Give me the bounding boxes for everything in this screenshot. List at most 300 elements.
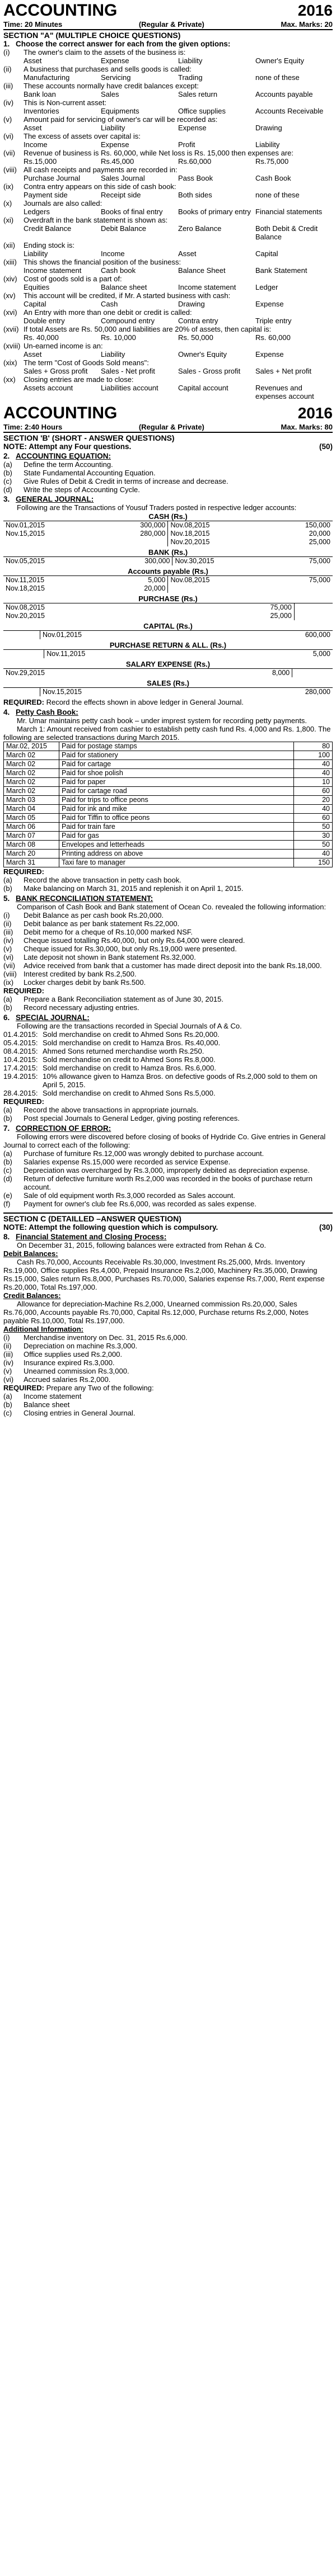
journal-transaction: [3, 1064, 333, 1072]
paper-subheader-subjective: [3, 423, 333, 433]
item-number: (iii): [3, 928, 13, 936]
question-3-heading: 3. GENERAL JOURNAL:: [3, 495, 94, 503]
item-text: Payment for owner's club fee Rs.6,000, was recorded as sales expense.: [24, 1200, 256, 1208]
list-item: [3, 1333, 333, 1342]
item-text: Define the term Accounting.: [24, 460, 113, 469]
item-text: Write the steps of Accounting Cycle.: [24, 485, 140, 494]
mcq-option: Liability: [255, 140, 280, 149]
mcq-option: none of these: [255, 73, 300, 82]
petty-cash-cell: March 02: [4, 778, 59, 787]
ledger-table: [3, 687, 333, 696]
petty-cash-row: [4, 850, 333, 858]
mcq-question: [3, 325, 333, 333]
question-7-heading: 7. CORRECTION OF ERROR:: [3, 1124, 111, 1133]
petty-cash-cell: Paid for train fare: [59, 823, 294, 832]
mcq-option: Accounts payable: [255, 90, 313, 98]
item-text: Debit balance as per bank statement Rs.22,000.: [24, 919, 180, 928]
mcq-option: Office supplies: [178, 107, 226, 115]
time-label: Time: 20 Minutes: [3, 20, 63, 29]
ledger-cell: 20,000: [309, 530, 330, 537]
petty-cash-cell: March 20: [4, 850, 59, 858]
petty-cash-cell: March 04: [4, 805, 59, 814]
ledger-cell: [314, 603, 333, 612]
question-4-required: REQUIRED:: [3, 867, 44, 876]
ledger-cell: [168, 584, 272, 593]
petty-cash-row: [4, 751, 333, 760]
section-c-title: SECTION C (DETAILLED –ANSWER QUESTION): [3, 1212, 333, 1223]
petty-cash-row: [4, 769, 333, 778]
ledger-title: Accounts payable (Rs.): [128, 567, 208, 575]
petty-cash-cell: 30: [294, 832, 333, 841]
item-number: (a): [3, 995, 12, 1003]
mcq-options: [3, 56, 333, 65]
mcq-option: Expense: [178, 124, 207, 132]
mcq-item: [3, 182, 333, 199]
mcq-item: [3, 275, 333, 291]
mcq-option: Balance Sheet: [178, 266, 226, 275]
mcq-number: (xx): [3, 375, 16, 384]
mcq-item: [3, 325, 333, 342]
item-number: (v): [3, 1367, 12, 1375]
mcq-question: [3, 216, 333, 224]
mcq-text: All cash receipts and payments are recorded in:: [24, 166, 178, 174]
mcq-option: Payment side: [24, 191, 68, 199]
list-item: [3, 995, 333, 1003]
mcq-option: Assets account: [24, 384, 73, 392]
item-number: (b): [3, 469, 12, 477]
list-item: [3, 1200, 333, 1208]
ledger-cell: [3, 631, 21, 640]
petty-cash-cell: March 08: [4, 841, 59, 850]
transaction-date: 10.4.2015:: [3, 1055, 38, 1064]
ledger-cell: Nov.30,2015: [172, 557, 273, 566]
mcq-option: Income: [101, 249, 125, 258]
credit-balances-heading: Credit Balances:: [3, 1291, 61, 1300]
ledger-account: [3, 641, 333, 658]
list-item: [3, 884, 333, 893]
mcq-option: Triple entry: [255, 317, 292, 325]
item-text: Depreciation on machine Rs.3,000.: [24, 1342, 138, 1350]
question-4-required-items: [3, 876, 333, 893]
question-6-required-items: [3, 1106, 333, 1122]
item-number: (b): [3, 1003, 12, 1012]
petty-cash-cell: March 06: [4, 823, 59, 832]
item-text: Cheque issued totalling Rs.40,000, but only Rs.64,000 were cleared.: [24, 936, 245, 945]
mcq-text: This account will be credited, if Mr. A started business with cash:: [24, 291, 231, 300]
mcq-number: (iv): [3, 98, 14, 107]
mcq-option: Ledgers: [24, 207, 50, 216]
item-text: Record necessary adjusting entries.: [24, 1003, 139, 1012]
mcq-question: [3, 98, 333, 107]
ledger-table: [3, 630, 333, 639]
item-text: Cheque issued for Rs.30,000, but only Rs.19,000 were presented.: [24, 945, 237, 953]
mcq-options: [3, 249, 333, 258]
list-item: [3, 1106, 333, 1114]
item-text: Prepare a Bank Reconciliation statement as of June 30, 2015.: [24, 995, 223, 1003]
ledger-cell: [3, 688, 21, 697]
question-5-items: [3, 911, 333, 987]
item-text: Record the above transactions in appropriate journals.: [24, 1106, 199, 1114]
mcq-text: A business that purchases and sells goods is called:: [24, 65, 192, 73]
mcq-text: The owner's claim to the assets of the business is:: [24, 48, 186, 56]
mcq-option: Sales + Gross profit: [24, 367, 88, 375]
mcq-item: [3, 342, 333, 358]
mcq-options: [3, 157, 333, 166]
item-text: Debit memo for a cheque of Rs.10,000 marked NSF.: [24, 928, 193, 936]
question-6-heading: 6. SPECIAL JOURNAL:: [3, 1013, 90, 1022]
mcq-options: [3, 140, 333, 149]
transaction-date: 17.4.2015:: [3, 1064, 38, 1072]
petty-cash-cell: 40: [294, 769, 333, 778]
ledger-cell: 25,000: [185, 612, 295, 620]
item-text: Closing entries in General Journal.: [24, 1409, 136, 1417]
mcq-option: Rs. 50,000: [178, 333, 213, 342]
mcq-text: Contra entry appears on this side of cash book:: [24, 182, 176, 191]
petty-cash-row: [4, 841, 333, 850]
section-a-title: SECTION "A" (MULTIPLE CHOICE QUESTIONS): [3, 31, 181, 40]
journal-transaction: [3, 1055, 333, 1064]
mcq-question: [3, 82, 333, 90]
ledger-table: [3, 649, 333, 658]
exam-page: [3, 1, 333, 1417]
mcq-options: [3, 107, 333, 115]
petty-cash-cell: Paid for cartage road: [59, 787, 294, 796]
mcq-question: [3, 342, 333, 350]
mcq-text: Revenue of business is Rs. 60,000, while Net loss is Rs. 15,000 then expenses are:: [24, 149, 293, 157]
mcq-option: Manufacturing: [24, 73, 70, 82]
mcq-option: Capital account: [178, 384, 228, 392]
ledger-cell: [294, 603, 314, 612]
ledger-cell: Nov.20,2015: [170, 538, 210, 546]
ledger-row: [3, 521, 333, 530]
mcq-question: [3, 166, 333, 174]
mcq-options: [3, 317, 333, 325]
mcq-item: [3, 48, 333, 65]
item-text: Record the above transaction in petty cash book.: [24, 876, 181, 884]
ledger-title: CASH (Rs.): [148, 512, 188, 521]
mcq-text: Ending stock is:: [24, 241, 75, 249]
question-3-required: REQUIRED: Record the effects shown in above ledger in General Journal.: [3, 698, 244, 706]
mcq-question: [3, 199, 333, 207]
petty-cash-cell: 10: [294, 778, 333, 787]
list-item: [3, 919, 333, 928]
exam-type: (Regular & Private): [138, 20, 204, 29]
paper-header-subjective: [3, 404, 333, 423]
item-text: Insurance expired Rs.3,000.: [24, 1358, 115, 1367]
mcq-option: Rs.15,000: [24, 157, 57, 166]
mcq-options: [3, 384, 333, 400]
mcq-option: Debit Balance: [101, 224, 146, 233]
petty-cash-cell: 60: [294, 787, 333, 796]
mcq-option: Owner's Equity: [178, 350, 227, 358]
item-text: Purchase of furniture Rs.12,000 was wrongly debited to purchase account.: [24, 1149, 264, 1158]
transaction-date: 28.4.2015:: [3, 1089, 38, 1097]
mcq-item: [3, 258, 333, 275]
ledger-cell: 280,000: [214, 688, 333, 697]
mcq-text: Cost of goods sold is a part of:: [24, 275, 122, 283]
max-marks-2: Max. Marks: 80: [281, 423, 333, 431]
item-text: Late deposit not shown in Bank statement Rs.32,000.: [24, 953, 196, 961]
ledger-account: [3, 660, 333, 677]
list-item: [3, 1400, 333, 1409]
mcq-text: This shows the financial position of the business:: [24, 258, 181, 266]
mcq-option: Inventories: [24, 107, 59, 115]
ledger-cell: [313, 669, 333, 678]
list-item: [3, 876, 333, 884]
list-item: [3, 911, 333, 919]
item-text: Debit Balance as per cash book Rs.20,000.: [24, 911, 164, 919]
ledger-row: [3, 538, 333, 546]
list-item: [3, 953, 333, 961]
petty-cash-cell: March 05: [4, 814, 59, 823]
mcq-option: Sales Journal: [101, 174, 145, 182]
mcq-option: Books of final entry: [101, 207, 163, 216]
item-number: (iii): [3, 1350, 13, 1358]
mcq-number: (xvi): [3, 308, 17, 317]
question-6-required: REQUIRED:: [3, 1097, 44, 1106]
mcq-options: [3, 191, 333, 199]
additional-info-items: [3, 1333, 333, 1384]
ledger-cell: 25,000: [309, 538, 330, 546]
item-number: (f): [3, 1200, 11, 1208]
mcq-number: (xix): [3, 358, 17, 367]
mcq-option: Rs.75,000: [255, 157, 289, 166]
mcq-option: Asset: [24, 56, 42, 65]
list-item: [3, 1367, 333, 1375]
ledger-cell: Nov.05,2015: [3, 557, 104, 566]
mcq-number: (v): [3, 115, 12, 124]
petty-cash-cell: March 31: [4, 858, 59, 867]
ledger-cell: [294, 612, 314, 620]
list-item: [3, 1166, 333, 1174]
item-number: (v): [3, 945, 12, 953]
mcq-text: The excess of assets over capital is:: [24, 132, 141, 140]
ledger-cell: Nov.18,2015: [6, 584, 45, 592]
ledger-cell: [272, 584, 333, 593]
mcq-options: [3, 124, 333, 132]
mcq-number: (xviii): [3, 342, 21, 350]
mcq-options: [3, 90, 333, 98]
transaction-text: Sold merchandise on credit to Ahmed Sons Rs.5,000.: [43, 1089, 216, 1097]
section-b-title: SECTION 'B' (SHORT - ANSWER QUESTIONS): [3, 433, 175, 442]
petty-cash-row: [4, 823, 333, 832]
item-text: Advice received from bank that a customer has made direct deposit into the bank Rs.18,000.: [24, 961, 322, 970]
mcq-number: (ii): [3, 65, 12, 73]
petty-cash-cell: Paid for stationery: [59, 751, 294, 760]
mcq-option: Both sides: [178, 191, 212, 199]
ledger-cell: Nov.08,2015: [168, 521, 266, 530]
ledger-cell: 5,000: [106, 576, 168, 585]
list-item: [3, 1114, 333, 1122]
mcq-number: (xi): [3, 216, 14, 224]
ledger-cell: [23, 650, 44, 659]
mcq-text: Amount paid for servicing of owner's car will be recorded as:: [24, 115, 218, 124]
ledger-cell: 280,000: [101, 530, 168, 538]
ledger-cell: 300,000: [101, 521, 168, 530]
list-item: [3, 469, 333, 477]
item-text: Interest credited by bank Rs.2,500.: [24, 970, 137, 978]
question-6-intro: Following are the transactions recorded in Special Journals of A & Co.: [17, 1022, 242, 1030]
transaction-text: Ahmed Sons returned merchandise worth Rs.250.: [43, 1047, 204, 1055]
ledger-table: [3, 521, 333, 546]
ledger-title: PURCHASE RETURN & ALL. (Rs.): [109, 641, 227, 649]
mcq-number: (viii): [3, 166, 17, 174]
ledger-cell: 600,000: [214, 631, 333, 640]
mcq-option: Cash Book: [255, 174, 291, 182]
list-item: [3, 485, 333, 494]
mcq-number: (vi): [3, 132, 14, 140]
item-text: Unearned commission Rs.3,000.: [24, 1367, 129, 1375]
mcq-item: [3, 82, 333, 98]
ledger-account: [3, 622, 333, 639]
list-item: [3, 1149, 333, 1158]
mcq-option: Ledger: [255, 283, 278, 291]
mcq-text: The term "Cost of Goods Sold means":: [24, 358, 149, 367]
section-b-note: NOTE: Attempt any Four questions. (50): [3, 442, 333, 451]
petty-cash-cell: March 02: [4, 787, 59, 796]
item-text: Income statement: [24, 1392, 82, 1400]
section-c-note: NOTE: Attempt the following question which is compulsory. (30): [3, 1223, 333, 1232]
mcq-question: [3, 258, 333, 266]
mcq-number: (vii): [3, 149, 15, 157]
mcq-option: Expense: [255, 300, 284, 308]
question-8-required-items: [3, 1392, 333, 1417]
ledger-row: [3, 669, 333, 678]
petty-cash-cell: Taxi fare to manager: [59, 858, 294, 867]
item-number: (a): [3, 460, 12, 469]
mcq-option: Bank Statement: [255, 266, 307, 275]
mcq-option: Rs.45,000: [101, 157, 134, 166]
item-number: (d): [3, 485, 12, 494]
mcq-question: [3, 375, 333, 384]
journal-transaction: [3, 1072, 333, 1089]
mcq-option: Contra entry: [178, 317, 218, 325]
mcq-text: Journals are also called:: [24, 199, 102, 207]
ledger-account: [3, 567, 333, 593]
item-number: (a): [3, 1106, 12, 1114]
mcq-number: (i): [3, 48, 10, 56]
mcq-item: [3, 308, 333, 325]
item-number: (vii): [3, 961, 15, 970]
ledger-title: SALARY EXPENSE (Rs.): [125, 660, 211, 668]
transaction-text: Sold merchandise on credit to Ahmed Sons Rs.20,000.: [43, 1030, 220, 1039]
exam-type-2: (Regular & Private): [138, 423, 204, 431]
mcq-options: [3, 224, 333, 241]
transaction-text: Sold merchandise on credit to Hamza Bros. Rs.40,000.: [43, 1039, 221, 1047]
petty-cash-row: [4, 778, 333, 787]
list-item: [3, 936, 333, 945]
item-number: (iv): [3, 936, 14, 945]
mcq-options: [3, 300, 333, 308]
mcq-option: Rs.60,000: [178, 157, 212, 166]
petty-cash-row: [4, 805, 333, 814]
ledger-row: [3, 576, 333, 585]
ledger-row: [3, 612, 333, 620]
mcq-option: Sales - Net profit: [101, 367, 155, 375]
mcq-option: Liability: [24, 249, 48, 258]
question-7-items: [3, 1149, 333, 1208]
additional-info-heading: Additional Information:: [3, 1325, 83, 1333]
ledger-accounts: [3, 512, 333, 696]
ledger-table: [3, 668, 333, 677]
list-item: [3, 460, 333, 469]
petty-cash-row: [4, 858, 333, 867]
petty-cash-row: [4, 742, 333, 751]
item-number: (d): [3, 1174, 12, 1183]
mcq-text: Un-earned income is an:: [24, 342, 103, 350]
mcq-option: Purchase Journal: [24, 174, 81, 182]
question-5-required-items: [3, 995, 333, 1012]
mcq-options: [3, 174, 333, 182]
petty-cash-cell: 60: [294, 814, 333, 823]
mcq-option: Servicing: [101, 73, 131, 82]
ledger-row: [3, 557, 333, 566]
list-item: [3, 477, 333, 485]
ledger-cell: 8,000: [194, 669, 292, 678]
petty-cash-row: [4, 814, 333, 823]
item-number: (i): [3, 1333, 10, 1342]
question-2-heading: 2. ACCOUNTING EQUATION:: [3, 452, 111, 460]
ledger-cell: 150,000: [266, 521, 333, 530]
petty-cash-cell: 150: [294, 858, 333, 867]
mcq-option: Expense: [255, 350, 284, 358]
mcq-option: Books of primary entry: [178, 207, 251, 216]
petty-cash-cell: March 02: [4, 760, 59, 769]
ledger-cell: Nov.20,2015: [6, 612, 45, 620]
mcq-option: Financial statements: [255, 207, 323, 216]
journal-transaction: [3, 1030, 333, 1039]
list-item: [3, 1174, 333, 1191]
ledger-cell: Nov.01,2015: [3, 521, 101, 530]
mcq-option: Owner's Equity: [255, 56, 305, 65]
mcq-option: Liability: [101, 350, 125, 358]
mcq-question: [3, 241, 333, 249]
item-number: (vi): [3, 1375, 14, 1384]
ledger-cell: 75,000: [273, 557, 333, 566]
ledger-cell: Nov.29,2015: [3, 669, 194, 678]
credit-balances-text: Allowance for depreciation-Machine Rs.2,000, Unearned commission Rs.20,000, Sales Rs.76,000, Accounts payable Rs.70,000, Capital Rs.12,000, Purchase returns Rs.2,000, Notes payable Rs.10,000, Total Rs.197,000.: [3, 1300, 309, 1325]
ledger-table: [3, 603, 333, 620]
ledger-table: [3, 556, 333, 565]
mcq-question: [3, 291, 333, 300]
mcq-option: Compound entry: [101, 317, 155, 325]
mcq-number: (xii): [3, 241, 15, 249]
ledger-row: [3, 584, 333, 593]
debit-balances-text: Cash Rs.70,000, Accounts Receivable Rs.30,000, Investment Rs.25,000, Mrds. Inventory Rs.19,000, Office supplies Rs.4,000, Prepaid Insurance Rs.2,000, Machinery Rs.35,000, Drawing Rs.15,000, Sales return Rs.8,000, Purchases Rs.70,000, Salaries expense Rs.7,000, Rent expense Rs.20,000, Total Rs.197,000.: [3, 1258, 325, 1291]
mcq-option: Cash book: [101, 266, 136, 275]
item-number: (a): [3, 1149, 12, 1158]
petty-cash-cell: Paid for Tiffin to office peons: [59, 814, 294, 823]
subject-title: ACCOUNTING: [3, 1, 118, 20]
transaction-text: 10% allowance given to Hamza Bros. on defective goods of Rs.2,000 sold to them on April 5, 2015.: [43, 1072, 318, 1089]
ledger-cell: [292, 669, 313, 678]
petty-cash-cell: Paid for shoe polish: [59, 769, 294, 778]
mcq-option: Income statement: [178, 283, 236, 291]
ledger-cell: Nov.08,2015: [168, 576, 272, 585]
mcq-options: [3, 266, 333, 275]
mcq-option: Equipments: [101, 107, 139, 115]
mcq-option: Sales + Net profit: [255, 367, 312, 375]
ledger-row: [3, 631, 333, 640]
mcq-options: [3, 350, 333, 358]
petty-cash-cell: Paid for paper: [59, 778, 294, 787]
petty-cash-cell: March 07: [4, 832, 59, 841]
mcq-option: Sales - Gross profit: [178, 367, 241, 375]
mcq-options: [3, 73, 333, 82]
mcq-item: [3, 132, 333, 149]
list-item: [3, 1158, 333, 1166]
petty-cash-cell: March 02: [4, 769, 59, 778]
